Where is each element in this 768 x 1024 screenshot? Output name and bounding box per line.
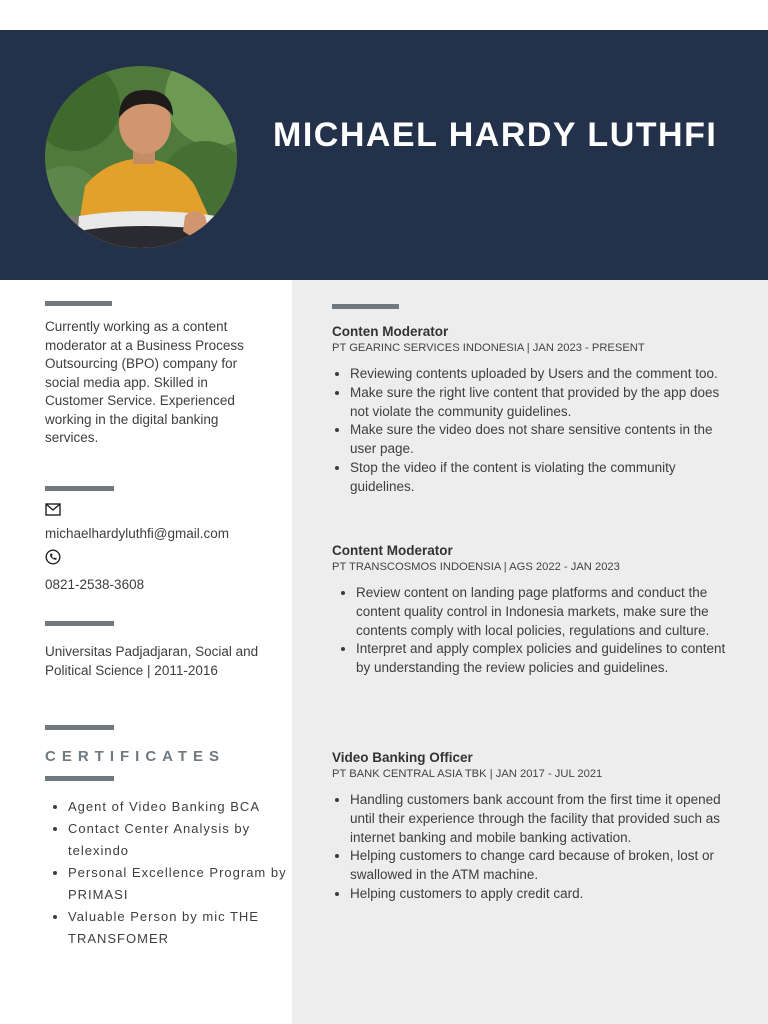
job-duties (332, 584, 732, 678)
list-item: • Valuable Person by mic THE TRANSFOMER (68, 906, 298, 950)
list-item: • Helping customers to apply credit card. (350, 885, 732, 904)
job-company: PT BANK CENTRAL ASIA TBK | JAN 2017 - JUL 2021 (332, 768, 603, 780)
list-item: • Stop the video if the content is violating the community guidelines. (350, 459, 732, 497)
list-item: • Reviewing contents uploaded by Users and the comment too. (350, 365, 732, 384)
mail-icon (45, 503, 61, 521)
candidate-name: MICHAEL HARDY LUTHFI (273, 116, 718, 154)
list-item: • Handling customers bank account from the first time it opened until their experience through the facility that provided such as internet banking and mobile banking activation. (350, 791, 732, 847)
section-divider (45, 776, 114, 781)
section-divider (45, 621, 114, 626)
header-banner (0, 30, 768, 280)
job-duties (332, 791, 732, 904)
section-divider (45, 301, 112, 306)
list-item: • Make sure the right live content that provided by the app does not violate the community guidelines. (350, 384, 732, 422)
job-title: Content Moderator (332, 543, 453, 558)
profile-summary: Currently working as a content moderator at a Business Process Outsourcing (BPO) company for social media app. Skilled in Customer Service. Experienced working in the digital banking services. (45, 319, 244, 445)
email-text[interactable]: michaelhardyluthfi@gmail.com (45, 526, 230, 541)
experience-item (332, 749, 732, 904)
experience-item (332, 323, 732, 497)
section-divider (332, 304, 399, 309)
phone-text[interactable]: 0821-2538-3608 (45, 577, 145, 592)
certificates-list (45, 796, 298, 950)
list-item: • Helping customers to change card because of broken, lost or swallowed in the ATM machine. (350, 847, 732, 885)
job-company: PT TRANSCOSMOS INDOENSIA | AGS 2022 - JAN 2023 (332, 561, 620, 573)
list-item: • Make sure the video does not share sensitive contents in the user page. (350, 421, 732, 459)
phone-icon (45, 549, 61, 570)
list-item: • Interpret and apply complex policies and guidelines to content by understanding the review policies and guidelines. (356, 640, 732, 678)
certificates-heading: CERTIFICATES (45, 748, 226, 765)
education-text: Universitas Padjadjaran, Social and Political Science | 2011-2016 (45, 644, 259, 678)
section-divider (45, 486, 114, 491)
experience-item (332, 542, 732, 678)
list-item: • Personal Excellence Program by PRIMASI (68, 862, 298, 906)
job-title: Conten Moderator (332, 324, 449, 339)
list-item: • Review content on landing page platforms and conduct the content quality control in Indonesia markets, make sure the contents comply with local policies, regulations and culture. (356, 584, 732, 640)
job-company: PT GEARINC SERVICES INDONESIA | JAN 2023 - PRESENT (332, 342, 645, 354)
profile-photo (45, 66, 237, 248)
list-item: • Contact Center Analysis by telexindo (68, 818, 298, 862)
list-item: • Agent of Video Banking BCA (68, 796, 298, 818)
job-duties (332, 365, 732, 497)
job-title: Video Banking Officer (332, 750, 473, 765)
section-divider (45, 725, 114, 730)
